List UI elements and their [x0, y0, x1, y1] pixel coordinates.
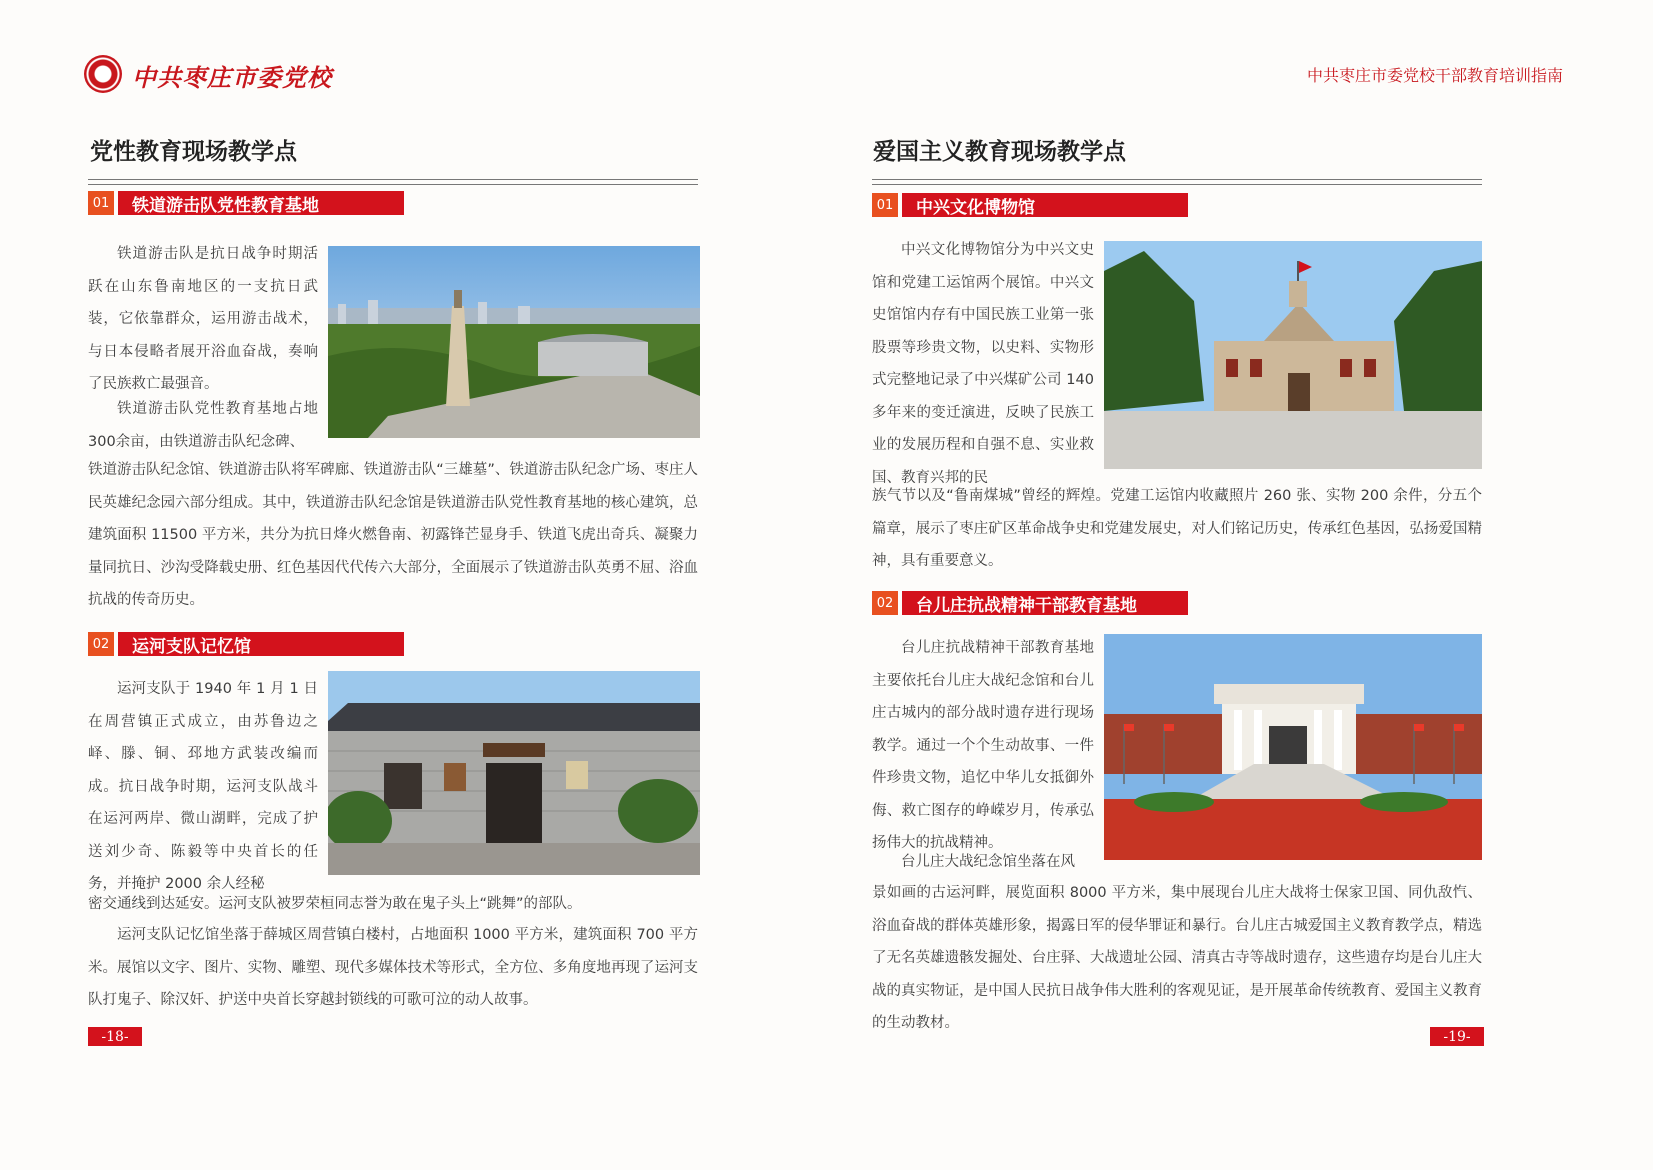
left-item-1-para-3: 铁道游击队纪念馆、铁道游击队将军碑廊、铁道游击队“三雄墓”、铁道游击队纪念广场、枣庄人民英雄纪念园六部分组成。其中，铁道游击队纪念馆是铁道游击队党性教育基地的核心建筑，总建筑面积 11500 平方米，共分为抗日烽火燃鲁南、初露锋芒显身手、铁道飞虎出奇兵、凝聚力量同抗日、沙沟受降载史册、红色基因代代传六大部分，全面展示了铁道游击队英勇不屈、浴血抗战的传奇历史。	[88, 462, 698, 608]
left-item-2-para-1: 运河支队于 1940 年 1 月 1 日在周营镇正式成立，由苏鲁边之峄、滕、铜、邳地方武装改编而成。抗日战争时期，运河支队战斗在运河两岸、微山湖畔，完成了护送刘少奇、陈毅等中央首长的任务，并掩护 2000 余人经秘	[88, 681, 318, 892]
item-title: 铁道游击队党性教育基地	[118, 191, 404, 215]
right-item-2-para-3: 景如画的古运河畔，展览面积 8000 平方米，集中展现台儿庄大战将士保家卫国、同仇敌忾、浴血奋战的群体英雄形象，揭露日军的侵华罪证和暴行。台儿庄古城爱国主义教育教学点，精选了无名英雄遗骸发掘处、台庄驿、大战遗址公园、清真古寺等战时遗存，这些遗存均是台儿庄大战的真实物证，是中国人民抗日战争伟大胜利的客观见证，是开展革命传统教育、爱国主义教育的生动教材。	[872, 885, 1482, 1031]
party-school-emblem	[84, 55, 122, 93]
right-item-1-para-1: 中兴文化博物馆分为中兴文史馆和党建工运馆两个展馆。中兴文史馆馆内存有中国民族工业第一张股票等珍贵文物，以史料、实物形式完整地记录了中兴煤矿公司 140 多年来的变迁演进，反映了民族工业的发展历程和自强不息、实业救国、教育兴邦的民	[872, 242, 1094, 486]
item-number: 01	[872, 193, 898, 217]
left-item-2-para-3: 运河支队记忆馆坐落于薛城区周营镇白楼村，占地面积 1000 平方米，建筑面积 700 平方米。展馆以文字、图片、实物、雕塑、现代多媒体技术等形式，全方位、多角度地再现了运河支队打鬼子、除汉奸、护送中央首长穿越封锁线的可歌可泣的动人故事。	[88, 927, 698, 1008]
right-section-rule	[872, 179, 1482, 185]
railway-guerrilla-memorial-photo	[328, 246, 700, 438]
item-title: 中兴文化博物馆	[902, 193, 1188, 217]
item-number: 02	[88, 632, 114, 656]
item-title: 台儿庄抗战精神干部教育基地	[902, 591, 1188, 615]
canal-detachment-memorial-photo	[328, 671, 700, 875]
right-item-2-para-1: 台儿庄抗战精神干部教育基地主要依托台儿庄大战纪念馆和台儿庄古城内的部分战时遗存进行现场教学。通过一个个生动故事、一件件珍贵文物，追忆中华儿女抵御外侮、救亡图存的峥嵘岁月，传承弘扬伟大的抗战精神。	[872, 640, 1094, 851]
left-item-1-para-2: 铁道游击队党性教育基地占地300余亩，由铁道游击队纪念碑、	[88, 401, 318, 450]
left-section-rule	[88, 179, 698, 185]
right-item-1-para-2: 族气节以及“鲁南煤城”曾经的辉煌。党建工运馆内收藏照片 260 张、实物 200 余件，分五个篇章，展示了枣庄矿区革命战争史和党建发展史，对人们铭记历史，传承红色基因，弘扬爱国精神，具有重要意义。	[872, 488, 1482, 569]
logo-text: 中共枣庄市委党校	[132, 63, 332, 92]
item-title: 运河支队记忆馆	[118, 632, 404, 656]
left-item-1-header	[88, 191, 404, 215]
item-number: 02	[872, 591, 898, 615]
left-item-2-header	[88, 632, 404, 656]
taierzhuang-memorial-photo	[1104, 634, 1482, 860]
item-number: 01	[88, 191, 114, 215]
right-item-2-header	[872, 591, 1188, 615]
guide-title: 中共枣庄市委党校干部教育培训指南	[1306, 66, 1563, 85]
right-section-title: 爱国主义教育现场教学点	[873, 138, 1126, 165]
right-item-2-para-2: 台儿庄大战纪念馆坐落在风	[901, 854, 1075, 870]
left-page-number: -18-	[88, 1027, 142, 1046]
left-item-1-para-1: 铁道游击队是抗日战争时期活跃在山东鲁南地区的一支抗日武装，它依靠群众，运用游击战术，与日本侵略者展开浴血奋战，奏响了民族救亡最强音。	[88, 246, 318, 392]
right-page-number: -19-	[1430, 1027, 1484, 1046]
left-item-2-para-2: 密交通线到达延安。运河支队被罗荣桓同志誉为敢在鬼子头上“跳舞”的部队。	[88, 896, 582, 912]
right-item-1-header	[872, 193, 1188, 217]
zhongxing-museum-photo	[1104, 241, 1482, 469]
left-section-title: 党性教育现场教学点	[90, 138, 297, 165]
